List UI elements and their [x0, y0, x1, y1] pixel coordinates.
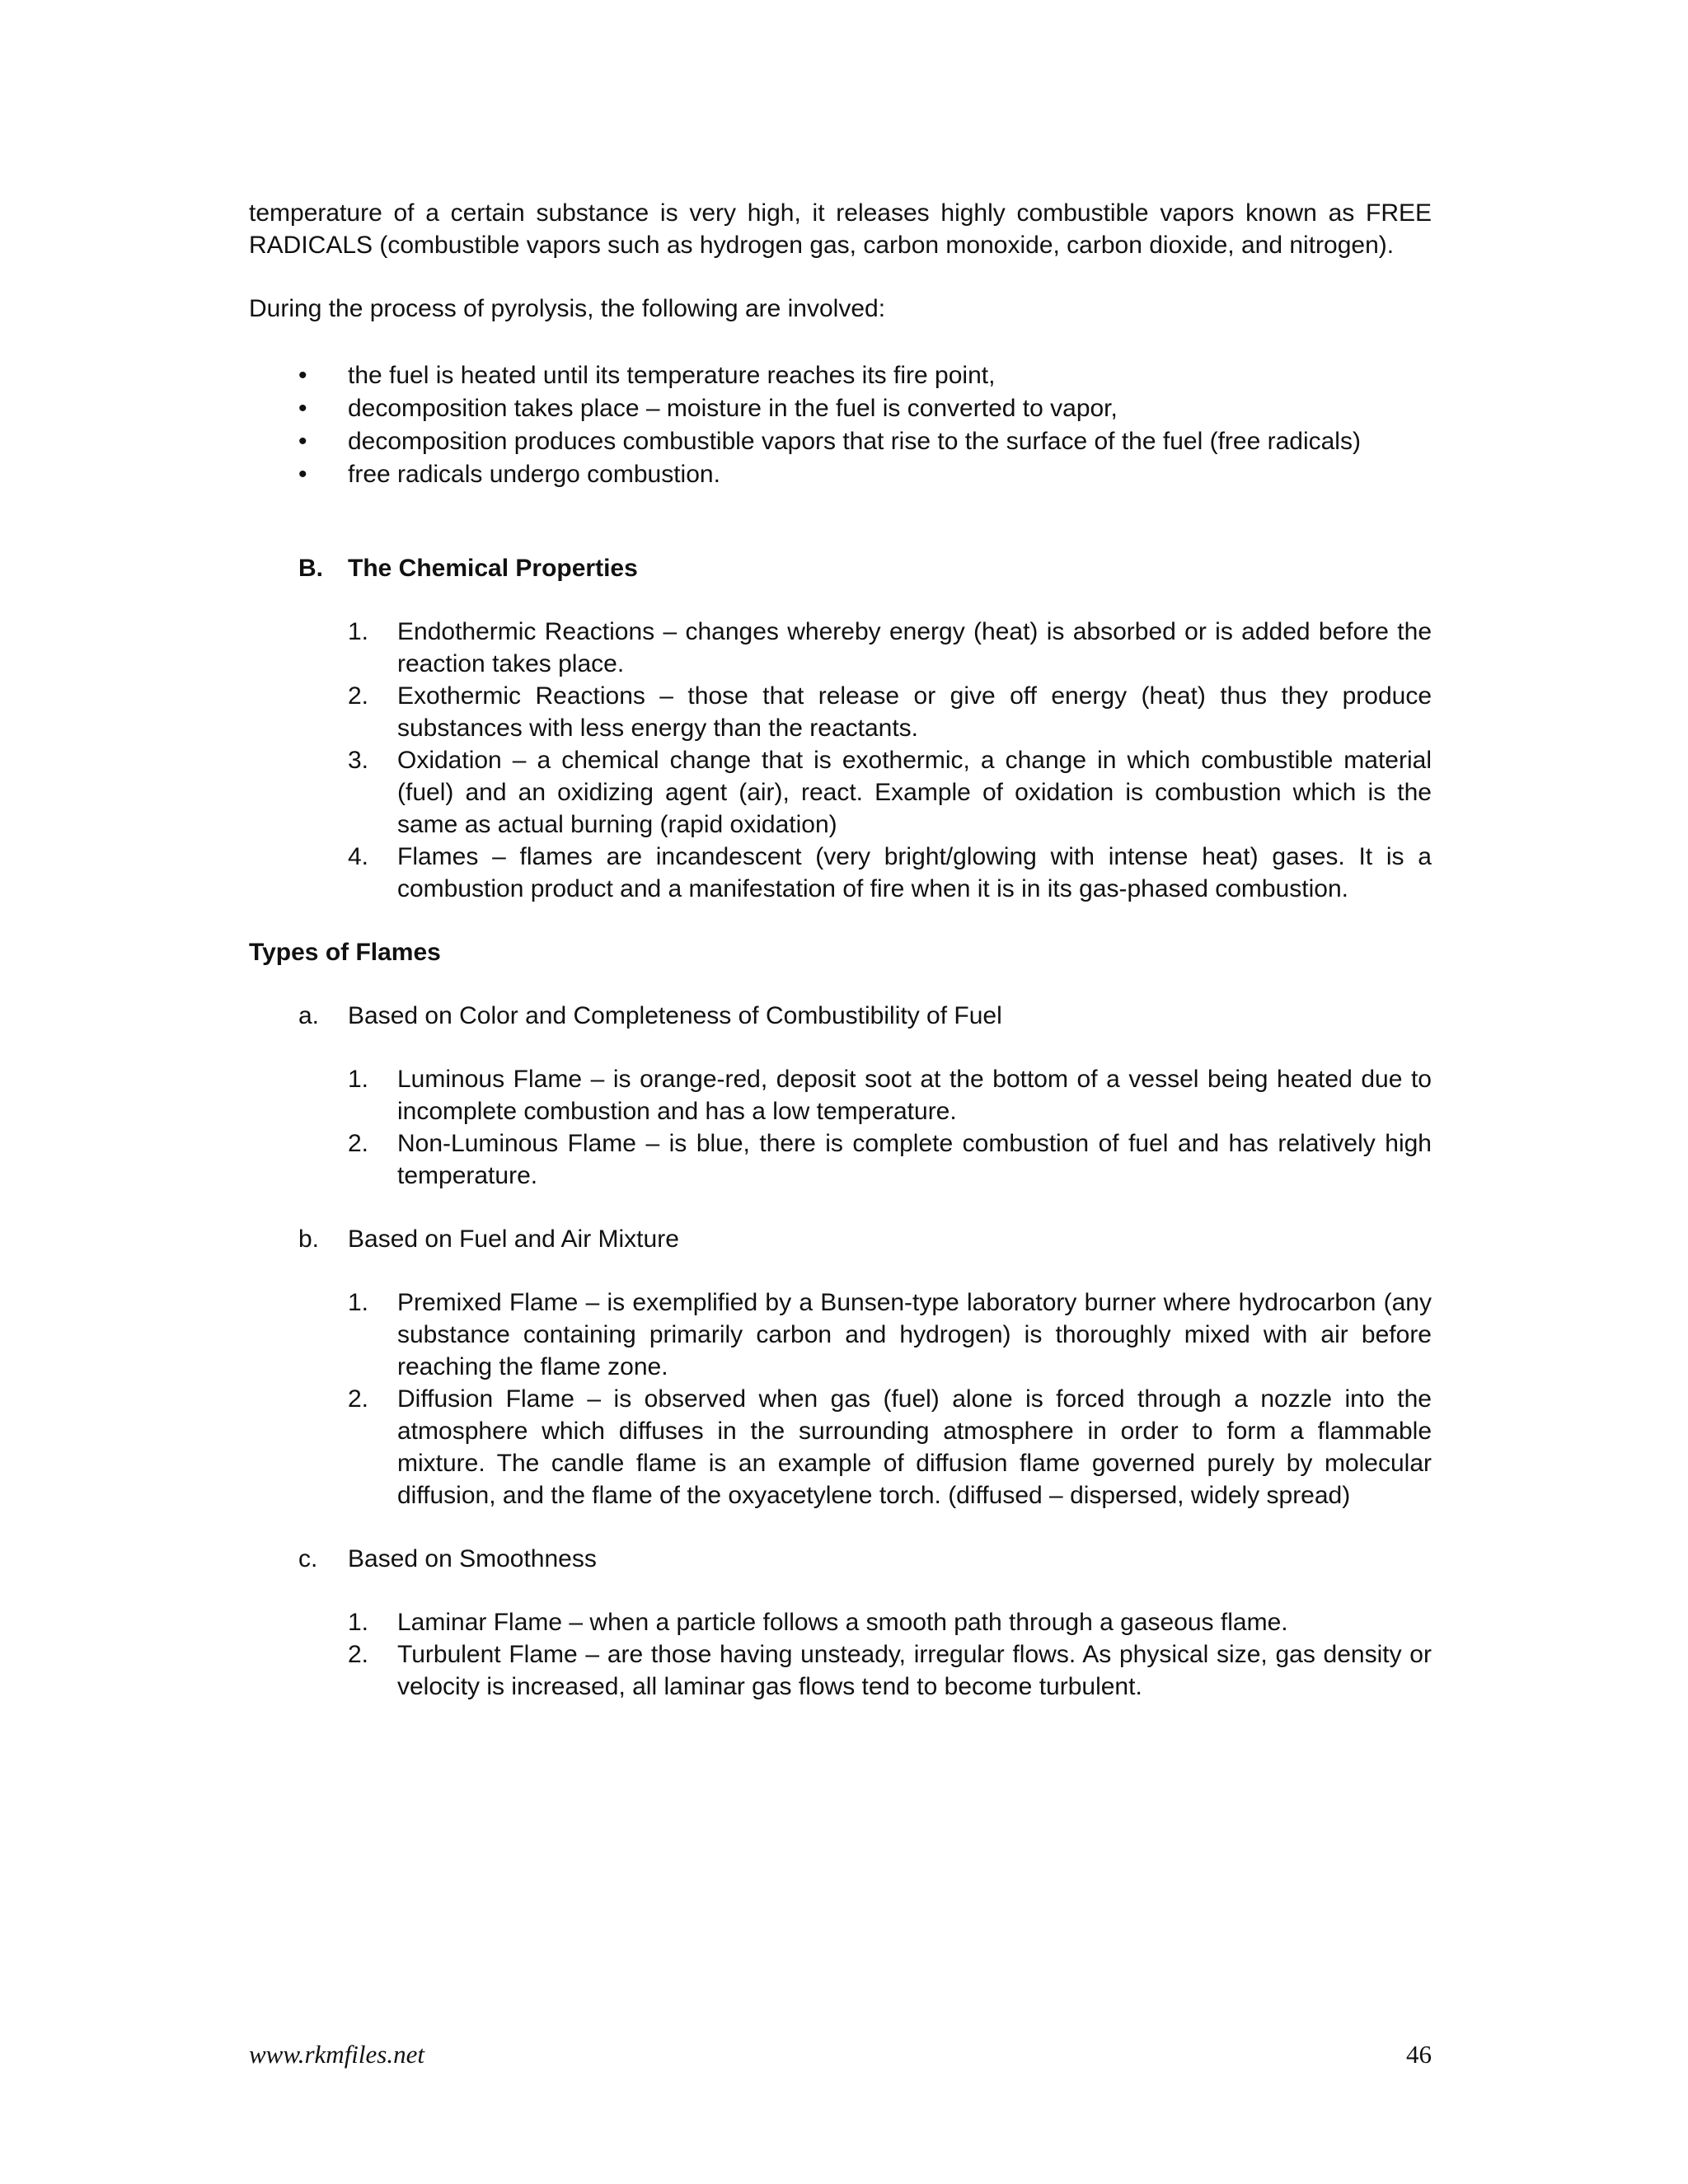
item-number: 2. [348, 1641, 369, 1668]
item-text: Premixed Flame – is exemplified by a Bunsen-type laboratory burner where hydrocarbon (any substance containing primarily carbon and hydrogen) is thoroughly mixed with air before reaching the flame zone. [397, 1289, 1432, 1380]
types-of-flames-heading: Types of Flames [249, 939, 441, 966]
item-number: 1. [348, 1066, 369, 1093]
group-b-heading [249, 1223, 1432, 1255]
list-item [249, 744, 1432, 841]
bullet-text: the fuel is heated until its temperature reaches its fire point, [348, 362, 996, 389]
item-number: 2. [348, 1130, 369, 1157]
section-b-marker: B. [298, 555, 323, 582]
item-number: 1. [348, 618, 369, 645]
list-item [249, 1127, 1432, 1192]
group-c-list [249, 1606, 1432, 1703]
group-b-title: Based on Fuel and Air Mixture [348, 1226, 679, 1253]
list-item [249, 458, 1432, 491]
list-item [249, 841, 1432, 905]
item-number: 3. [348, 747, 369, 774]
bullet-icon: • [298, 428, 307, 455]
group-a-marker: a. [298, 1002, 320, 1029]
list-item [249, 1606, 1432, 1638]
item-text: Turbulent Flame – are those having unsteady, irregular flows. As physical size, gas density or velocity is increased, all laminar gas flows tend to become turbulent. [397, 1641, 1432, 1700]
list-item [249, 680, 1432, 744]
chemical-properties-list [249, 616, 1432, 905]
group-c-marker: c. [298, 1545, 318, 1572]
group-a-title: Based on Color and Completeness of Combustibility of Fuel [348, 1002, 1002, 1029]
bullet-icon: • [298, 461, 307, 488]
item-number: 2. [348, 682, 369, 710]
bullet-icon: • [298, 395, 307, 422]
item-number: 4. [348, 843, 369, 870]
group-b-list [249, 1286, 1432, 1511]
list-item [249, 425, 1432, 458]
list-item [249, 616, 1432, 680]
item-text: Endothermic Reactions – changes whereby energy (heat) is absorbed or is added before the reaction takes place. [397, 618, 1432, 677]
item-text: Flames – flames are incandescent (very bright/glowing with intense heat) gases. It is a combustion product and a manifestation of fire when it is in its gas-phased combustion. [397, 843, 1432, 902]
group-c-title: Based on Smoothness [348, 1545, 597, 1572]
item-text: Laminar Flame – when a particle follows a smooth path through a gaseous flame. [397, 1609, 1288, 1636]
item-number: 1. [348, 1289, 369, 1316]
page-footer [249, 2040, 1432, 2069]
list-item [249, 1383, 1432, 1511]
group-a-heading [249, 1000, 1432, 1032]
pyrolysis-bullet-list [249, 359, 1432, 491]
item-text: Exothermic Reactions – those that release or give off energy (heat) thus they produce substances with less energy than the reactants. [397, 682, 1432, 742]
group-b-marker: b. [298, 1226, 320, 1253]
item-text: Oxidation – a chemical change that is exothermic, a change in which combustible material (fuel) and an oxidizing agent (air), react. Example of oxidation is combustion which is the same as actual burning (rapid oxidation) [397, 747, 1432, 838]
list-item [249, 1638, 1432, 1703]
group-c-heading [249, 1543, 1432, 1575]
item-text: Diffusion Flame – is observed when gas (fuel) alone is forced through a nozzle into the atmosphere which diffuses in the surrounding atmosphere in order to form a flammable mixture. The candle flame is an example of diffusion flame governed purely by molecular diffusion, and the flame of the oxyacetylene torch. (diffused – dispersed, widely spread) [397, 1385, 1432, 1509]
section-b-heading [249, 552, 1432, 584]
item-number: 1. [348, 1609, 369, 1636]
pyrolysis-lead-text: During the process of pyrolysis, the following are involved: [249, 295, 886, 322]
list-item [249, 392, 1432, 425]
bullet-text: decomposition produces combustible vapors that rise to the surface of the fuel (free radicals) [348, 428, 1361, 455]
bullet-text: free radicals undergo combustion. [348, 461, 720, 488]
page-number: 46 [1406, 2040, 1432, 2069]
item-text: Non-Luminous Flame – is blue, there is complete combustion of fuel and has relatively high temperature. [397, 1130, 1432, 1189]
footer-site-link[interactable]: www.rkmfiles.net [249, 2040, 424, 2069]
group-a-list [249, 1063, 1432, 1192]
bullet-text: decomposition takes place – moisture in the fuel is converted to vapor, [348, 395, 1118, 422]
item-number: 2. [348, 1385, 369, 1413]
item-text: Luminous Flame – is orange-red, deposit soot at the bottom of a vessel being heated due to incomplete combustion and has a low temperature. [397, 1066, 1432, 1125]
list-item [249, 359, 1432, 392]
intro-paragraph: temperature of a certain substance is very high, it releases highly combustible vapors known as FREE RADICALS (combustible vapors such as hydrogen gas, carbon monoxide, carbon dioxide, and nitrogen). [249, 199, 1432, 259]
section-b-title: The Chemical Properties [348, 555, 638, 582]
list-item [249, 1063, 1432, 1127]
list-item [249, 1286, 1432, 1383]
bullet-icon: • [298, 362, 307, 389]
